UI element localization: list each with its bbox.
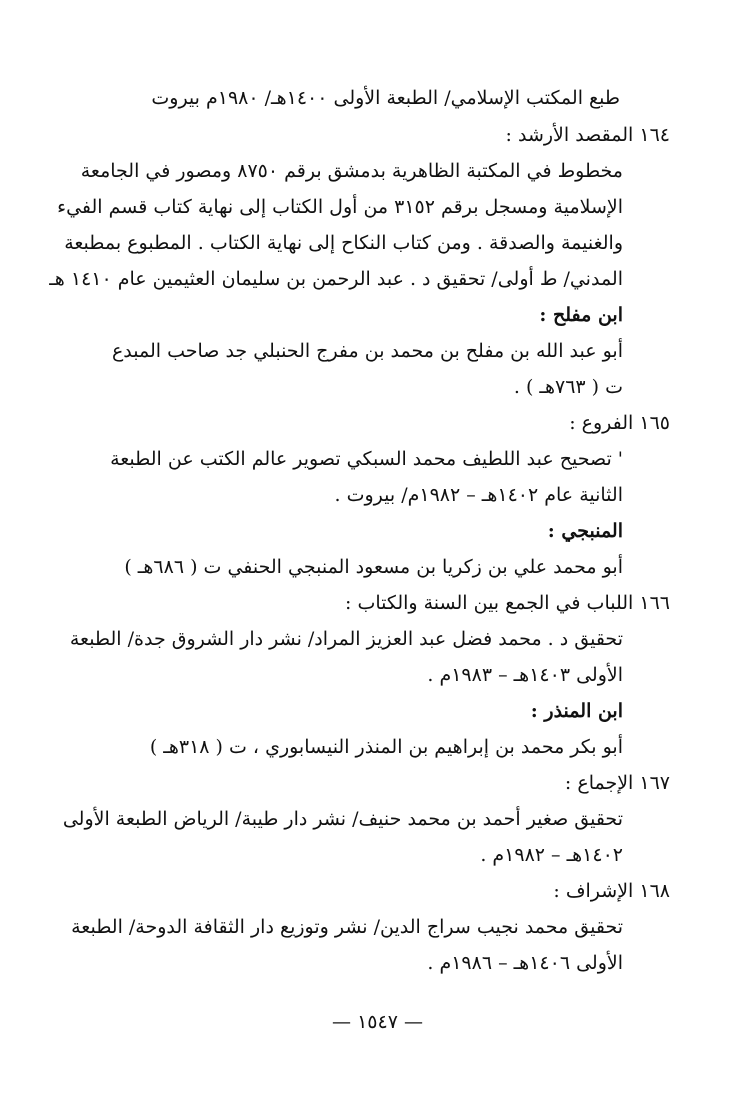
entry-text-line: ١٤٠٢هـ – ١٩٨٢م .: [480, 844, 623, 866]
author-text-line: أبو عبد الله بن مفلح بن محمد بن مفرج الحنبلي جد صاحب المبدع: [111, 340, 623, 362]
author-text-line: ت ( ٧٦٣هـ ) .: [513, 376, 623, 398]
entry-title-166: ١٦٦ اللباب في الجمع بين السنة والكتاب :: [345, 592, 670, 614]
entry-text-line: والغنيمة والصدقة . ومن كتاب النكاح إلى نهاية الكتاب . المطبوع بمطبعة: [64, 232, 623, 254]
page-number: — ١٥٤٧ —: [332, 1011, 423, 1033]
entry-text-line: تحقيق د . محمد فضل عبد العزيز المراد/ نشر دار الشروق جدة/ الطبعة: [69, 628, 623, 650]
entry-text-line: الأولى ١٤٠٣هـ – ١٩٨٣م .: [427, 664, 623, 686]
entry-text-line: الأولى ١٤٠٦هـ – ١٩٨٦م .: [427, 952, 623, 974]
author-text-line: أبو بكر محمد بن إبراهيم بن المنذر النيسابوري ، ت ( ٣١٨هـ ): [149, 736, 623, 758]
author-text-line: أبو محمد علي بن زكريا بن مسعود المنبجي الحنفي ت ( ٦٨٦هـ ): [124, 556, 623, 578]
entry-text-line: الإسلامية ومسجل برقم ٣١٥٢ من أول الكتاب إلى نهاية كتاب قسم الفيء: [57, 196, 623, 218]
entry-text-line: المدني/ ط أولى/ تحقيق د . عبد الرحمن بن سليمان العثيمين عام ١٤١٠ هـ: [49, 268, 623, 290]
author-heading-ibn-mundhir: ابن المنذر :: [530, 700, 623, 722]
entry-text-line: مخطوط في المكتبة الظاهرية بدمشق برقم ٨٧٥٠ ومصور في الجامعة: [80, 160, 623, 182]
entry-text-line: تحقيق محمد نجيب سراج الدين/ نشر وتوزيع دار الثقافة الدوحة/ الطبعة: [71, 916, 623, 938]
entry-title-168: ١٦٨ الإشراف :: [553, 880, 670, 902]
entry-text-line: تحقيق صغير أحمد بن محمد حنيف/ نشر دار طيبة/ الرياض الطبعة الأولى: [62, 808, 623, 830]
publication-note: طبع المكتب الإسلامي/ الطبعة الأولى ١٤٠٠هـ/ ١٩٨٠م بيروت: [151, 87, 620, 109]
author-heading-ibn-muflih: ابن مفلح :: [539, 304, 623, 326]
entry-title-164: ١٦٤ المقصد الأرشد :: [505, 124, 670, 146]
entry-text-line: الثانية عام ١٤٠٢هـ – ١٩٨٢م/ بيروت .: [334, 484, 623, 506]
entry-title-165: ١٦٥ الفروع :: [569, 412, 670, 434]
entry-title-167: ١٦٧ الإجماع :: [564, 772, 670, 794]
author-heading-manbiji: المنبجي :: [547, 520, 623, 542]
entry-text-line: ' تصحيح عبد اللطيف محمد السبكي تصوير عالم الكتب عن الطبعة: [110, 448, 623, 470]
